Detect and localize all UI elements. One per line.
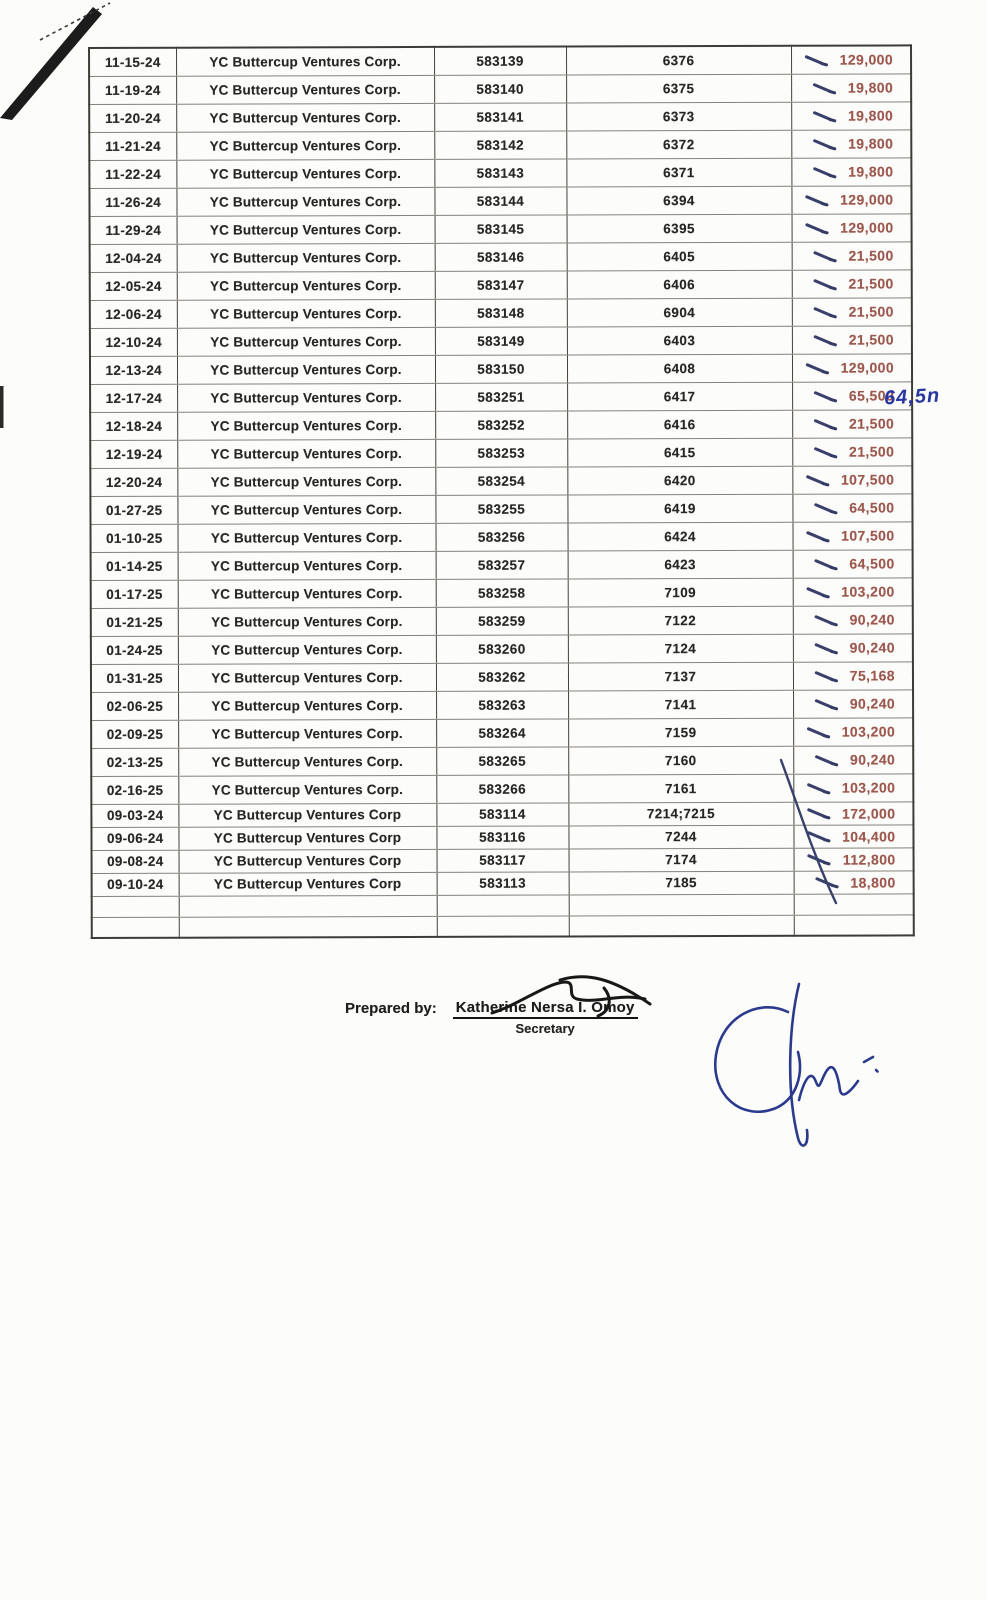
payee-cell: YC Buttercup Ventures Corp. [178,579,436,608]
amount-cell [793,745,913,773]
amount-cell [791,45,911,73]
checkmark-icon [805,53,830,66]
date-cell: 11-20-24 [89,104,176,132]
amount-value: 103,200 [841,583,895,600]
voucher-number-cell: 6395 [567,214,792,243]
payee-cell: YC Buttercup Ventures Corp. [178,663,436,692]
table-row [90,521,912,552]
checkmark-icon [814,557,839,570]
amount-cell [793,577,913,605]
empty-cell [437,894,569,915]
payee-cell: YC Buttercup Ventures Corp. [178,747,436,776]
voucher-number-cell: 6417 [567,382,792,411]
ledger-body [89,45,914,938]
checkmark-icon [813,109,838,122]
amount-cell [793,773,913,801]
amount-cell [791,157,911,185]
checkmark-icon [805,193,830,206]
preparer-name-block [453,998,638,1036]
date-cell: 09-06-24 [91,827,178,850]
payee-cell: YC Buttercup Ventures Corp. [176,75,434,104]
payee-cell: YC Buttercup Ventures Corp. [178,691,436,720]
table-row [91,577,913,608]
date-cell: 11-26-24 [89,188,176,216]
payee-cell: YC Buttercup Ventures Corp. [177,495,435,524]
date-cell: 12-20-24 [90,468,177,496]
amount-value: 90,240 [849,751,896,768]
table-row [90,353,912,384]
empty-cell [179,916,437,938]
checkmark-icon [815,876,840,889]
amount-cell [791,129,911,157]
voucher-number-cell: 7124 [568,634,793,663]
voucher-number-cell: 7159 [568,718,793,747]
check-number-cell: 583259 [436,606,568,634]
voucher-number-cell: 7185 [569,871,794,895]
amount-value: 21,500 [848,247,894,264]
checkmark-icon [806,585,831,598]
amount-value: 64,500 [849,555,895,572]
amount-cell [794,870,914,893]
voucher-number-cell: 6416 [567,410,792,439]
date-cell: 12-06-24 [90,300,177,328]
empty-cell [794,893,914,914]
voucher-number-cell: 7137 [568,662,793,691]
ledger-table-wrap [88,44,915,939]
check-number-cell: 583139 [434,46,566,74]
voucher-number-cell: 6394 [566,186,791,215]
amount-cell [793,549,913,577]
empty-cell [437,915,569,936]
check-number-cell: 583117 [437,848,569,871]
amount-value: 129,000 [840,359,895,376]
check-number-cell: 583252 [435,410,567,438]
amount-value: 90,240 [849,639,895,656]
amount-cell [791,101,911,129]
empty-table-row [92,914,914,938]
check-number-cell: 583251 [435,382,567,410]
voucher-number-cell: 6423 [568,550,793,579]
amount-value: 129,000 [840,191,894,208]
checkmark-icon [807,725,832,738]
date-cell: 11-22-24 [89,160,176,188]
check-number-cell: 583146 [435,242,567,270]
amount-cell [793,661,913,689]
amount-value: 107,500 [840,471,895,488]
checkmark-icon [806,361,831,374]
checkmark-icon [815,697,840,710]
payee-cell: YC Buttercup Ventures Corp. [177,327,435,356]
table-row [90,241,912,272]
amount-value: 90,240 [849,611,895,628]
table-row [89,101,911,132]
table-row [91,549,913,580]
check-number-cell: 583113 [437,871,569,894]
date-cell: 02-16-25 [91,776,178,804]
voucher-number-cell: 7161 [568,774,793,803]
check-number-cell: 583254 [435,466,567,494]
empty-cell [569,894,794,916]
amount-cell [792,297,912,325]
checkmark-icon [807,807,832,820]
amount-value: 129,000 [840,219,894,236]
checkmark-icon [814,389,839,402]
check-number-cell: 583144 [434,186,566,214]
voucher-number-cell: 6375 [566,74,791,103]
amount-cell [792,269,912,297]
check-number-cell: 583142 [434,130,566,158]
voucher-number-cell: 7160 [568,746,793,775]
payee-cell: YC Buttercup Ventures Corp. [177,523,435,552]
check-number-cell: 583141 [434,102,566,130]
scan-edge-mark [0,386,4,428]
check-number-cell: 583150 [435,354,567,382]
check-number-cell: 583258 [436,578,568,606]
amount-cell [792,325,912,353]
amount-value: 19,800 [847,107,894,124]
voucher-number-cell: 7174 [569,848,794,872]
payee-cell: YC Buttercup Ventures Corp [179,872,437,896]
amount-cell [793,605,913,633]
checkmark-icon [813,137,838,150]
checkmark-icon [815,669,840,682]
voucher-number-cell: 6424 [567,522,792,551]
check-number-cell: 583264 [436,718,568,746]
table-row [91,745,913,776]
table-row [91,773,913,804]
voucher-number-cell: 7122 [568,606,793,635]
voucher-number-cell: 7141 [568,690,793,719]
amount-cell [793,801,913,824]
empty-table-row [92,893,914,917]
table-row [90,325,912,356]
checkmark-icon [807,830,832,843]
prepared-by-block [345,998,638,1036]
checkmark-icon [806,529,831,542]
payee-cell: YC Buttercup Ventures Corp. [177,271,435,300]
date-cell: 11-19-24 [89,76,176,104]
table-row [89,157,911,188]
amount-cell [793,633,913,661]
checkmark-icon [815,641,840,654]
voucher-number-cell: 6372 [566,130,791,159]
amount-value: 75,168 [849,667,896,684]
check-number-cell: 583148 [435,298,567,326]
payee-cell: YC Buttercup Ventures Corp. [177,411,435,440]
date-cell: 11-21-24 [89,132,176,160]
date-cell: 01-24-25 [91,636,178,664]
table-row [90,465,912,496]
empty-cell [92,896,179,917]
empty-cell [179,895,437,917]
checkmark-icon [814,445,839,458]
date-cell: 01-21-25 [91,608,178,636]
voucher-number-cell: 6419 [567,494,792,523]
table-row [90,297,912,328]
checkmark-icon [814,417,839,430]
checkmark-icon [813,249,838,262]
date-cell: 12-05-24 [90,272,177,300]
date-cell: 12-13-24 [90,356,177,384]
amount-cell [792,465,912,493]
table-row [89,129,911,160]
table-row [92,847,914,873]
empty-cell [794,914,914,935]
preparer-title: Secretary [515,1021,575,1036]
amount-cell [792,241,912,269]
date-cell: 01-27-25 [90,496,177,524]
check-number-cell: 583255 [435,494,567,522]
check-number-cell: 583147 [435,270,567,298]
checkmark-icon [815,753,840,766]
checkmark-icon [814,333,839,346]
table-row [90,213,912,244]
date-cell: 01-31-25 [91,664,178,692]
check-number-cell: 583149 [435,326,567,354]
table-row [89,45,911,76]
amount-value: 19,800 [848,163,894,180]
payee-cell: YC Buttercup Ventures Corp. [176,131,434,160]
voucher-number-cell: 6420 [567,466,792,495]
handwritten-amount-note: 64,5n [883,384,941,410]
payee-cell: YC Buttercup Ventures Corp. [177,299,435,328]
amount-value: 172,000 [841,804,896,822]
voucher-number-cell: 6405 [567,242,792,271]
check-number-cell: 583116 [436,825,568,848]
payee-cell: YC Buttercup Ventures Corp. [177,355,435,384]
checkmark-icon [813,277,838,290]
date-cell: 02-09-25 [91,720,178,748]
amount-cell [793,689,913,717]
amount-value: 103,200 [841,723,896,740]
table-row [91,717,913,748]
check-number-cell: 583140 [434,74,566,102]
check-number-cell: 583145 [435,214,567,242]
amount-value: 21,500 [848,415,895,432]
table-row [91,633,913,664]
check-number-cell: 583265 [436,746,568,774]
checkmark-icon [808,853,833,866]
table-row [90,269,912,300]
voucher-number-cell: 6373 [566,102,791,131]
table-row [91,824,913,850]
date-cell: 02-06-25 [91,692,178,720]
empty-cell [569,915,794,937]
payee-cell: YC Buttercup Ventures Corp. [177,383,435,412]
payee-cell: YC Buttercup Ventures Corp. [177,467,435,496]
table-row [90,381,912,412]
amount-value: 90,240 [849,695,896,712]
check-number-cell: 583114 [436,802,568,825]
payee-cell: YC Buttercup Ventures Corp [178,826,436,850]
amount-cell [793,824,913,847]
amount-cell [792,521,912,549]
check-number-cell: 583260 [436,634,568,662]
checkmark-icon [814,305,839,318]
checkmark-icon [806,473,831,486]
table-row [90,437,912,468]
checkmark-icon [813,81,838,94]
voucher-number-cell: 6904 [567,298,792,327]
date-cell: 12-10-24 [90,328,177,356]
date-cell: 12-04-24 [90,244,177,272]
payee-cell: YC Buttercup Ventures Corp. [178,719,436,748]
checkmark-icon [815,613,840,626]
table-row [90,493,912,524]
voucher-number-cell: 7109 [568,578,793,607]
approver-signature [715,984,877,1146]
voucher-number-cell: 7214;7215 [568,802,793,826]
amount-cell [794,847,914,870]
amount-cell [792,353,912,381]
check-number-cell: 583266 [436,774,568,802]
amount-value: 129,000 [839,51,894,68]
date-cell: 12-18-24 [90,412,177,440]
table-row [89,185,911,216]
date-cell: 01-10-25 [90,524,177,552]
amount-value: 19,800 [848,135,894,152]
check-number-cell: 583143 [434,158,566,186]
amount-value: 21,500 [848,275,894,292]
amount-value: 21,500 [848,331,894,348]
voucher-number-cell: 6406 [567,270,792,299]
payee-cell: YC Buttercup Ventures Corp. [176,187,434,216]
amount-value: 104,400 [842,827,896,845]
checkmark-icon [813,165,838,178]
checkmark-icon [807,781,832,794]
check-number-cell: 583263 [436,690,568,718]
amount-value: 21,500 [849,443,895,460]
table-row [92,870,914,896]
date-cell: 09-10-24 [92,873,179,896]
date-cell: 09-03-24 [91,804,178,827]
amount-value: 107,500 [841,527,895,544]
empty-cell [92,917,179,938]
amount-cell [793,717,913,745]
amount-cell [792,493,912,521]
table-row [90,409,912,440]
payee-cell: YC Buttercup Ventures Corp. [178,635,436,664]
date-cell: 01-14-25 [91,552,178,580]
payee-cell: YC Buttercup Ventures Corp. [177,215,435,244]
checkmark-icon [805,221,830,234]
amount-value: 64,500 [849,499,895,516]
amount-value: 21,500 [848,303,894,320]
amount-cell [792,409,912,437]
amount-value: 19,800 [847,79,894,96]
amount-value: 65,500 [848,387,895,404]
voucher-number-cell: 7244 [568,825,793,849]
voucher-number-cell: 6415 [567,438,792,467]
payee-cell: YC Buttercup Ventures Corp. [176,159,434,188]
voucher-number-cell: 6408 [567,354,792,383]
table-row [89,73,911,104]
amount-value: 18,800 [850,873,896,891]
check-number-cell: 583262 [436,662,568,690]
payee-cell: YC Buttercup Ventures Corp. [178,775,436,804]
checkmark-icon [814,501,839,514]
date-cell: 12-19-24 [90,440,177,468]
payee-cell: YC Buttercup Ventures Corp. [178,551,436,580]
amount-cell [791,73,911,101]
date-cell: 12-17-24 [90,384,177,412]
date-cell: 09-08-24 [92,850,179,873]
voucher-number-cell: 6371 [566,158,791,187]
table-row [91,801,913,827]
payee-cell: YC Buttercup Ventures Corp. [176,47,434,76]
check-number-cell: 583256 [435,522,567,550]
voucher-number-cell: 6403 [567,326,792,355]
amount-value: 112,800 [842,850,896,868]
amount-cell [791,185,911,213]
date-cell: 11-15-24 [89,48,176,76]
amount-cell [792,213,912,241]
voucher-number-cell: 6376 [566,46,791,75]
amount-value: 103,200 [841,779,896,796]
date-cell: 11-29-24 [90,216,177,244]
payee-cell: YC Buttercup Ventures Corp [179,849,437,873]
amount-cell [792,437,912,465]
check-number-cell: 583257 [436,550,568,578]
date-cell: 02-13-25 [91,748,178,776]
date-cell: 01-17-25 [91,580,178,608]
payee-cell: YC Buttercup Ventures Corp. [178,607,436,636]
payee-cell: YC Buttercup Ventures Corp [178,803,436,827]
payee-cell: YC Buttercup Ventures Corp. [176,103,434,132]
check-number-cell: 583253 [435,438,567,466]
preparer-name: Katherine Nersa I. Omoy [453,998,638,1019]
prepared-by-label: Prepared by: [345,1000,437,1017]
payee-cell: YC Buttercup Ventures Corp. [177,439,435,468]
ledger-table [88,44,915,939]
table-row [91,605,913,636]
table-row [91,661,913,692]
payee-cell: YC Buttercup Ventures Corp. [177,243,435,272]
table-row [91,689,913,720]
